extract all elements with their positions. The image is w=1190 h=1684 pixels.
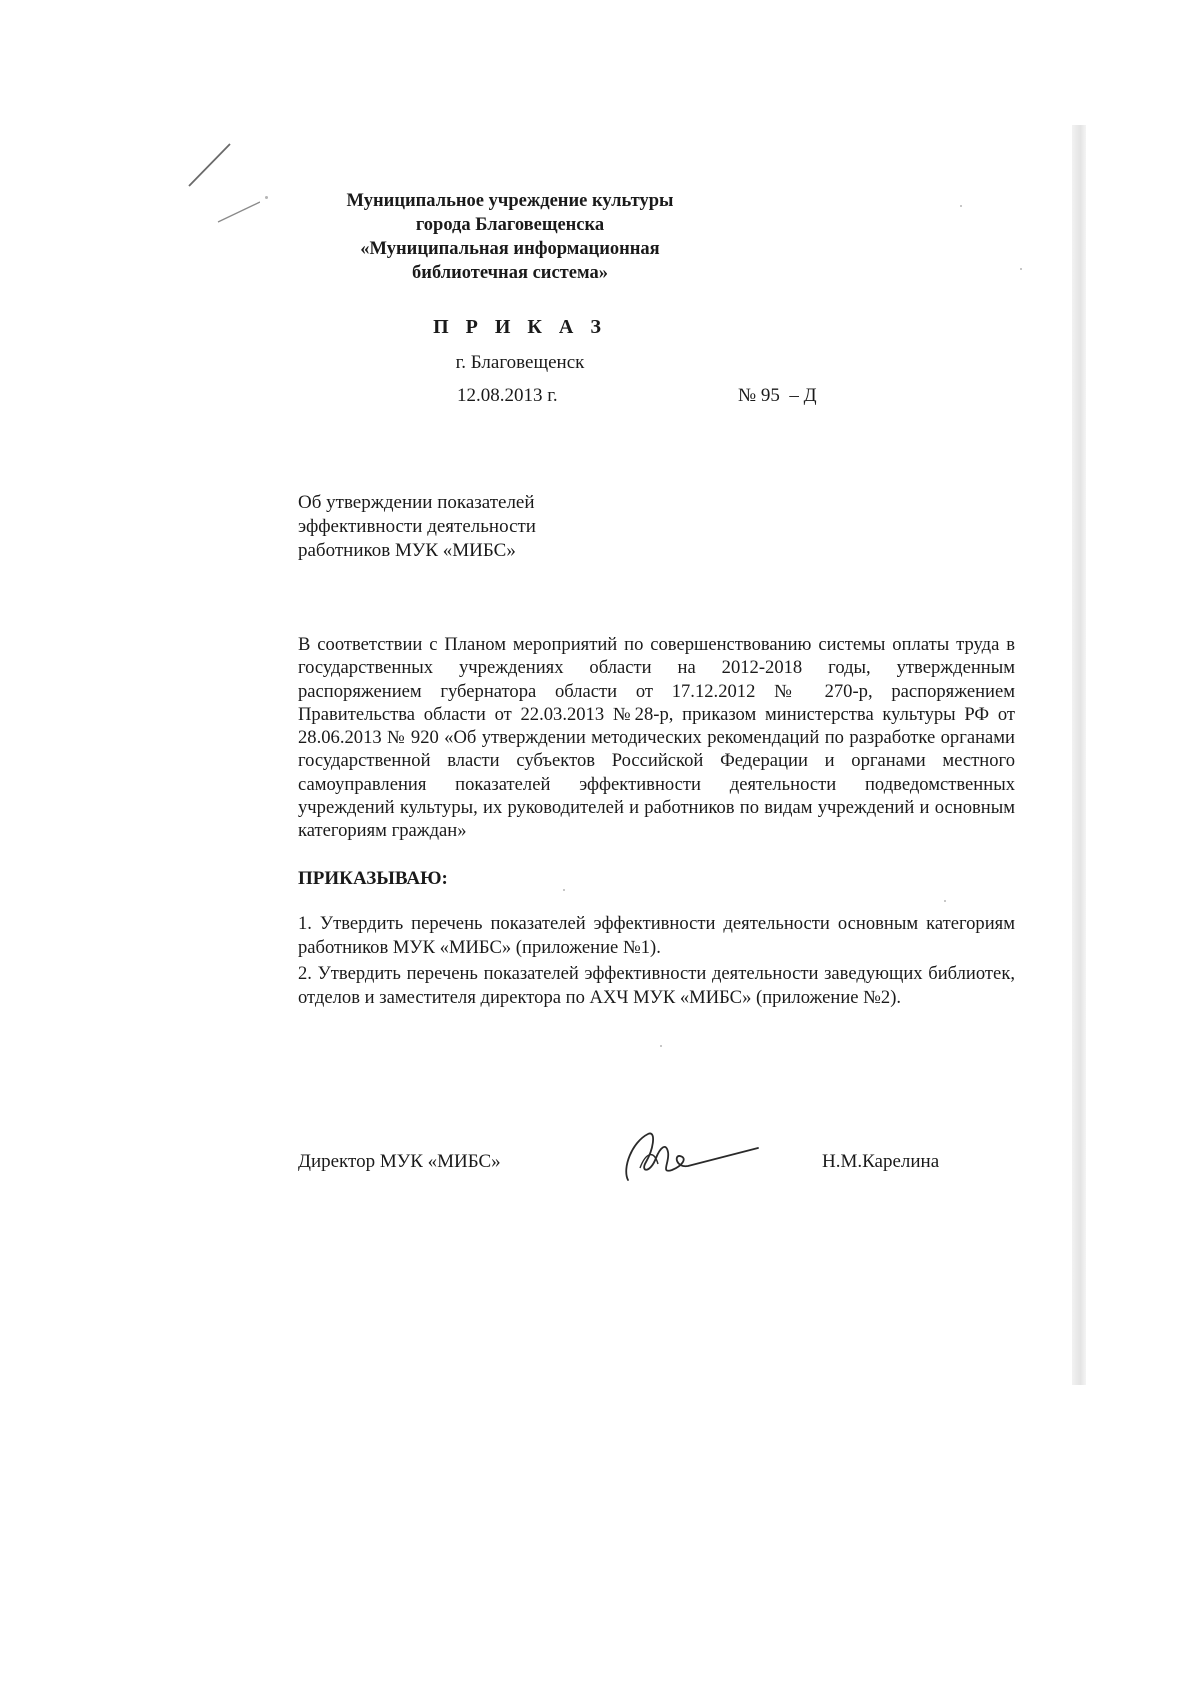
scan-speck (960, 205, 962, 207)
subject-line: работников МУК «МИБС» (298, 540, 516, 561)
document-number: № 95 – Д (738, 385, 817, 406)
subject-line: эффективности деятельности (298, 516, 536, 537)
document-date: 12.08.2013 г. (457, 385, 558, 406)
scan-speck (265, 196, 268, 199)
scan-speck (660, 1045, 662, 1047)
subject-line: Об утверждении показателей (298, 492, 535, 513)
preamble-paragraph: В соответствии с Планом мероприятий по совершенствованию системы оплаты труда в государственных учреждениях области на 2012-2018 годы, утвержденным распоряжением губернатора области от 17.12.2012 № 270-р, распоряжением Правительства области от 22.03.2013 №28-р, приказом министерства культуры РФ от 28.06.2013 № 920 «Об утверждении методических рекомендаций по разработке органами государственной власти субъектов Российской Федерации и органами местного самоуправления показателей эффективности деятельности подведомственных учреждений культуры, их руководителей и работников по видам учреждений и основным категориям граждан» (298, 634, 1015, 842)
order-items (298, 912, 1015, 1012)
scan-edge-shadow (1072, 125, 1086, 1385)
signer-title: Директор МУК «МИБС» (298, 1151, 501, 1172)
org-line: Муниципальное учреждение культуры (346, 191, 674, 211)
scan-speck (1020, 268, 1022, 270)
signer-name: Н.М.Карелина (822, 1151, 940, 1172)
order-heading: ПРИКАЗЫВАЮ: (298, 868, 448, 889)
organization-header (300, 189, 720, 285)
document-type: П Р И К А З (433, 316, 607, 338)
document-city: г. Благовещенск (455, 352, 585, 373)
scan-speck (563, 889, 565, 891)
org-line: города Благовещенска (415, 215, 605, 235)
handwritten-signature (610, 1128, 760, 1188)
order-item: 1. Утвердить перечень показателей эффективности деятельности основным категориям работников МУК «МИБС» (приложение №1). (298, 913, 1015, 958)
margin-pen-marks (180, 140, 260, 230)
order-item: 2. Утвердить перечень показателей эффективности деятельности заведующих библиотек, отделов и заместителя директора по АХЧ МУК «МИБС» (приложение №2). (298, 963, 1015, 1008)
scan-speck (944, 900, 946, 902)
org-line: «Муниципальная информационная (360, 239, 660, 259)
document-subject (298, 491, 618, 563)
org-line: библиотечная система» (412, 263, 608, 283)
